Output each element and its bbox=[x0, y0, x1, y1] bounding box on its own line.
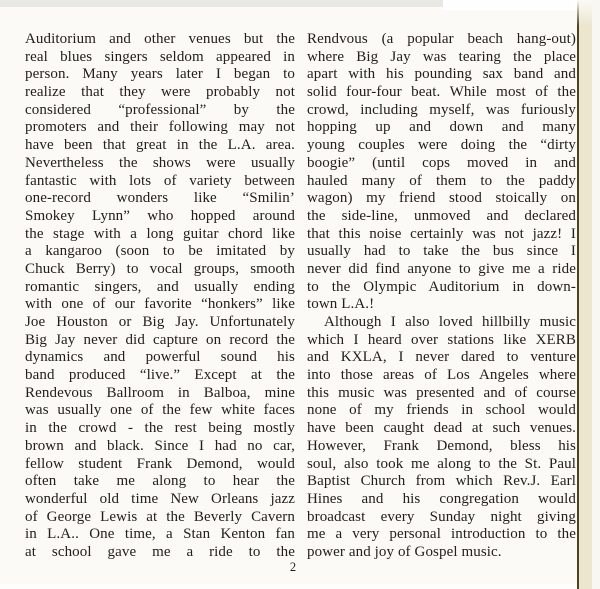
text-line: crowd, including myself, was furiously bbox=[307, 101, 576, 118]
scan-edge-top bbox=[0, 0, 443, 7]
text-line: Auditorium and other venues but the bbox=[25, 31, 295, 47]
text-line: Although I also loved hillbilly music bbox=[324, 314, 576, 330]
text-line: to the Olympic Auditorium in down- bbox=[307, 278, 576, 295]
text-line: soul, also took me along to the St. Paul bbox=[307, 455, 576, 472]
text-line: Chuck Berry) to vocal groups, smooth bbox=[25, 260, 295, 277]
text-line: romantic singers, and usually ending bbox=[25, 278, 295, 295]
text-line: with one of our favorite “honkers” like bbox=[25, 296, 295, 313]
text-line: fellow student Frank Demond, would bbox=[25, 455, 295, 472]
text-line: have been that great in the L.A. area. bbox=[25, 137, 295, 154]
text-line: real blues singers seldom appeared in bbox=[25, 48, 295, 65]
text-line: dynamics and powerful sound his bbox=[25, 349, 295, 366]
text-line: Baptist Church from which Rev.J. Earl bbox=[307, 473, 576, 490]
text-line: band produced “live.” Except at the bbox=[25, 367, 295, 384]
text-line: have been caught dead at such venues. bbox=[307, 420, 576, 437]
text-line: never did find anyone to give me a ride bbox=[307, 260, 576, 277]
text-line: Hines and his congregation would bbox=[307, 490, 576, 507]
scan-edge-bottom bbox=[0, 584, 577, 589]
text-line: boogie” (until cops moved in and bbox=[307, 154, 576, 171]
text-line: Rendevous Ballroom in Balboa, mine bbox=[25, 384, 295, 401]
text-line: at school gave me a ride to the bbox=[25, 543, 295, 560]
text-line: hauled many of them to the paddy bbox=[307, 172, 576, 189]
text-line: power and joy of Gospel music. bbox=[307, 543, 502, 560]
text-line: solid four-four beat. While most of the bbox=[307, 84, 576, 101]
text-line: usually had to take the bus since I bbox=[307, 243, 576, 260]
text-column-right bbox=[307, 31, 576, 562]
text-line: the side-line, unmoved and declared bbox=[307, 207, 576, 224]
text-line: a kangaroo (soon to be imitated by bbox=[25, 243, 295, 260]
text-line: was usually one of the few white faces bbox=[25, 402, 295, 419]
text-line: into those areas of Los Angeles where bbox=[307, 367, 576, 384]
text-line: me a very personal introduction to the bbox=[307, 526, 576, 543]
text-line: which I heard over stations like XERB bbox=[307, 331, 576, 348]
text-line: the stage with a long guitar chord like bbox=[25, 225, 295, 242]
text-line: fantastic with lots of variety between bbox=[25, 172, 295, 189]
page-edge-outer bbox=[592, 0, 600, 589]
text-line: wagon) my friend stood stoically on bbox=[307, 190, 576, 207]
page-number: 2 bbox=[289, 560, 297, 574]
text-line: often take me along to hear the bbox=[25, 473, 295, 490]
text-line: Rendvous (a popular beach hang-out) bbox=[307, 31, 576, 47]
text-line: of George Lewis at the Beverly Cavern bbox=[25, 508, 295, 525]
text-line: brown and black. Since I had no car, bbox=[25, 437, 295, 454]
text-line: one-record wonders like “Smilin’ bbox=[25, 190, 295, 207]
text-line: that this noise certainly was not jazz! I bbox=[307, 225, 576, 242]
page-edge-line bbox=[577, 0, 579, 589]
text-line: Joe Houston or Big Jay. Unfortunately bbox=[25, 314, 295, 330]
text-line: hopping up and down and many bbox=[307, 119, 576, 136]
text-line: town L.A.! bbox=[307, 296, 375, 313]
text-line: promoters and their following may not bbox=[25, 119, 295, 136]
text-line: person. Many years later I began to bbox=[25, 66, 295, 83]
text-line: this music was presented and of course bbox=[307, 384, 576, 401]
text-line: where Big Jay was tearing the place bbox=[307, 48, 576, 65]
text-line: Smokey Lynn” who hopped around bbox=[25, 207, 295, 224]
text-line: Big Jay never did capture on record the bbox=[25, 331, 295, 348]
text-column-left bbox=[25, 31, 295, 562]
text-line: none of my friends in school would bbox=[307, 402, 576, 419]
text-line: considered “professional” by the bbox=[25, 101, 295, 118]
text-line: apart with his pounding sax band and bbox=[307, 66, 576, 83]
text-line: and KXLA, I never dared to venture bbox=[307, 349, 576, 366]
text-line: wonderful old time New Orleans jazz bbox=[25, 490, 295, 507]
text-line: young couples were doing the “dirty bbox=[307, 137, 576, 154]
text-line: However, Frank Demond, bless his bbox=[307, 437, 576, 454]
page-edge-strip bbox=[579, 0, 592, 589]
text-line: broadcast every Sunday night giving bbox=[307, 508, 576, 525]
text-line: Nevertheless the shows were usually bbox=[25, 154, 295, 171]
text-line: in the crowd - the rest being mostly bbox=[25, 420, 295, 437]
text-line: in L.A.. One time, a Stan Kenton fan bbox=[25, 526, 295, 543]
text-line: realize that they were probably not bbox=[25, 84, 295, 101]
